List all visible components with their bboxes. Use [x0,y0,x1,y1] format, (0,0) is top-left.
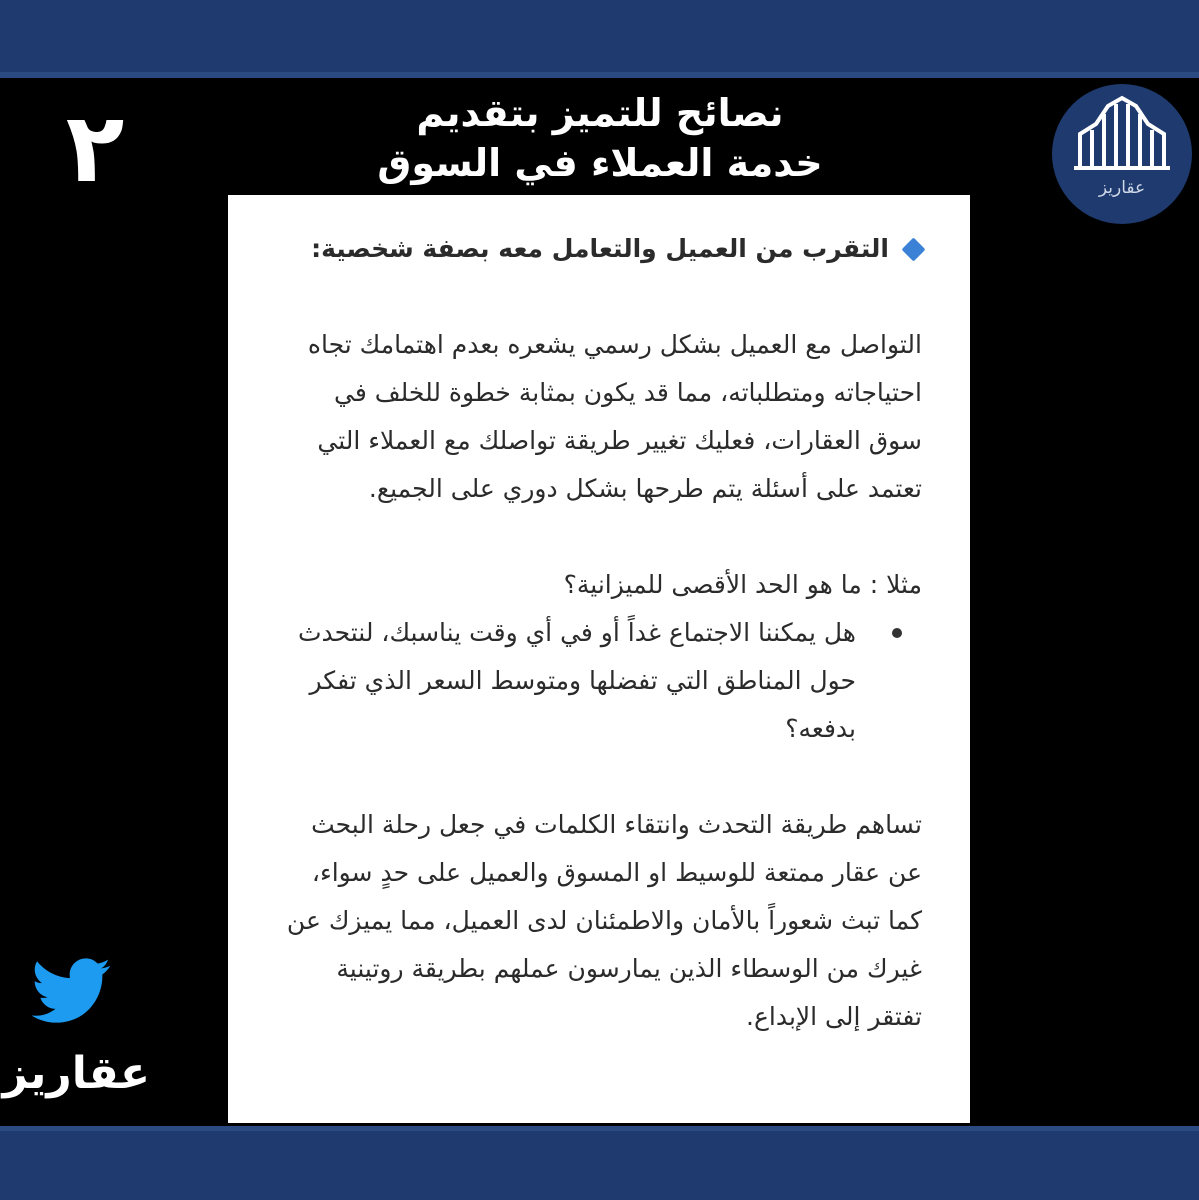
title-line-2: خدمة العملاء في السوق [377,141,823,185]
card-content [280,225,922,1089]
title-line-1: نصائح للتميز بتقديم [416,91,784,135]
building-logo-icon [1052,84,1192,224]
twitter-icon[interactable] [32,958,112,1028]
card-heading-text: التقرب من العميل والتعامل معه بصفة شخصية: [311,234,889,263]
logo-text: عقاريز [1098,178,1146,198]
bottom-band [0,1126,1199,1200]
bottom-band-edge [0,1126,1199,1131]
twitter-bird-icon [32,958,112,1024]
top-band [0,0,1199,72]
bullet-item [280,609,922,753]
bullet-text: هل يمكننا الاجتماع غداً أو في أي وقت يناسبك، لنتحدث حول المناطق التي تفضلها ومتوسط السعر الذي تفكر بدفعه؟ [297,618,856,743]
blue-diamond-icon [901,237,925,261]
bullet-dot-icon [892,628,902,638]
example-question: مثلا : ما هو الحد الأقصى للميزانية؟ [563,570,922,599]
paragraph-1: التواصل مع العميل بشكل رسمي يشعره بعدم اهتمامك تجاه احتياجاته ومتطلباته، مما قد يكون بمثابة خطوة للخلف في سوق العقارات، فعليك تغيير طريقة تواصلك مع العملاء التي تعتمد على أسئلة يتم طرحها بشكل دوري على الجميع. [307,330,922,503]
paragraph-2: تساهم طريقة التحدث وانتقاء الكلمات في جعل رحلة البحث عن عقار ممتعة للوسيط او المسوق والعميل على حدٍ سواء، كما تبث شعوراً بالأمان والاطمئنان لدى العميل، مما يميزك عن غيرك من الوسطاء الذين يمارسون عملهم بطريقة روتينية تفتقر إلى الإبداع. [286,810,922,1031]
page-number: ٢ [65,92,125,204]
content-card [228,195,970,1123]
brand-name: عقاريز [2,1048,150,1099]
top-band-edge [0,72,1199,78]
brand-logo [1052,84,1192,224]
card-heading [280,225,922,273]
